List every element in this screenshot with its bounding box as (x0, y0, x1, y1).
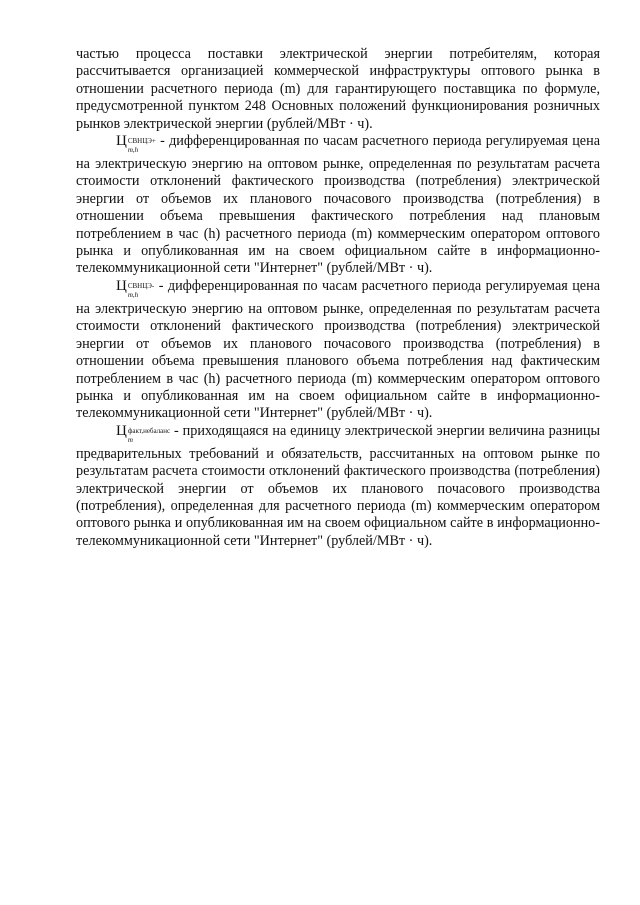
symbol-subscript: m,h (127, 146, 139, 155)
paragraph-text: частью процесса поставки электрической энергии потребителям, которая рассчитывается организацией коммерческой инфраструктуры оптового рынка в отношении расчетного периода (m) для гарантирующего поставщика по формуле, предусмотренной пунктом 248 Основных положений функционирования розничных рынков электрической энергии (рублей/МВт · ч). (76, 46, 600, 132)
paragraph-price-excess-planned (76, 278, 600, 423)
paragraph-text: - дифференцированная по часам расчетного периода регулируемая цена на электрическую энергию на оптовом рынке, определенная по результатам расчета стоимости отклонений фактического производства (потребления) электрической энергии от объемов их планового почасового производства (потребления) в отношении объема превышения планового объема потребления над фактическим потреблением в час (h) расчетного периода (m) коммерческим оператором оптового рынка и опубликованная им на своем официальном сайте в информационно-телекоммуникационной сети "Интернет" (рублей/МВт · ч). (76, 277, 600, 422)
symbol-subscript: m (127, 435, 133, 444)
symbol-superscript: СВНЦЭ+ (127, 137, 156, 146)
symbol-base: Ц (116, 133, 127, 150)
paragraph-text: - приходящаяся на единицу электрической энергии величина разницы предварительных требований и обязательств, рассчитанных на оптовом рынке по результатам расчета стоимости отклонений фактического производства (потребления) электрической энергии от объемов их планового почасового производства (потребления), определенная для расчетного периода (m) коммерческим оператором оптового рынка и опубликованная им на своем официальном сайте в информационно-телекоммуникационной сети "Интернет" (рублей/МВт · ч). (76, 422, 600, 549)
paragraph-price-excess-consumption (76, 133, 600, 278)
symbol-base: Ц (116, 277, 127, 294)
formula-symbol (116, 423, 170, 446)
document-page (76, 46, 600, 550)
paragraph-continuation (76, 46, 600, 133)
formula-symbol (116, 133, 156, 156)
symbol-superscript: СВНЦЭ- (127, 281, 155, 290)
symbol-superscript: факт,небаланс (127, 426, 171, 435)
paragraph-text: - дифференцированная по часам расчетного периода регулируемая цена на электрическую энергию на оптовом рынке, определенная по результатам расчета стоимости отклонений фактического производства (потребления) электрической энергии от объемов их планового почасового производства (потребления) в отношении объема превышения фактического потребления над плановым потреблением в час (h) расчетного периода (m) коммерческим оператором оптового рынка и опубликованная им на своем официальном сайте в информационно-телекоммуникационной сети "Интернет" (рублей/МВт · ч). (76, 133, 600, 277)
symbol-base: Ц (116, 422, 127, 439)
formula-symbol (116, 278, 154, 301)
paragraph-imbalance-value (76, 423, 600, 550)
symbol-subscript: m,h (127, 290, 139, 299)
